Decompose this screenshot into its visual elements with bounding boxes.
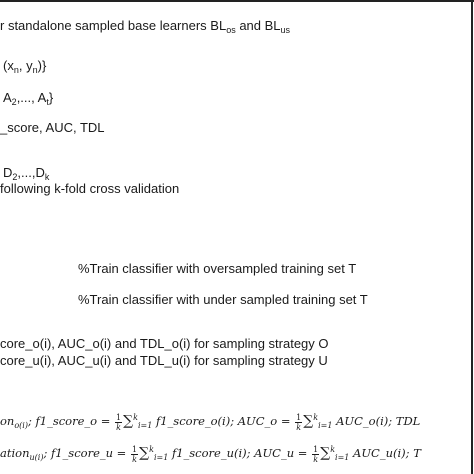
f1-frac1-num: 1	[116, 412, 122, 422]
learners-post: }	[48, 90, 54, 105]
f2-sum2-sub: i=1	[335, 453, 350, 462]
f2-sum2-sup: k	[330, 445, 336, 454]
learners-pre: A	[3, 90, 12, 105]
f2-sum1-sub: i=1	[153, 453, 169, 462]
f2-part2: f1_score_u(i); AUC_u =	[168, 446, 312, 460]
dataset-pre: (x	[3, 58, 14, 73]
f2-fraction-1	[131, 445, 138, 464]
formula-undersampled	[0, 444, 421, 464]
f2-sum-symbol-1: ∑	[139, 445, 150, 461]
folds-sub-2: 2	[12, 172, 18, 182]
f1-frac1-den: k	[116, 422, 121, 432]
title-sub-os: os	[226, 25, 236, 35]
algorithm-line-strategy-u: core_u(i), AUC_u(i) and TDL_u(i) for sampling strategy U	[0, 353, 328, 368]
f2-frac2-den: k	[313, 454, 319, 464]
f1-part1: ; f1_score_o =	[27, 414, 115, 428]
dataset-post: )}	[37, 58, 47, 73]
f1-part2: f1_score_o(i); AUC_o =	[152, 414, 295, 428]
dataset-sub-2: n	[32, 65, 38, 75]
algorithm-line-dataset	[3, 58, 46, 74]
learners-sub-t: t	[46, 97, 49, 107]
f1-frac2-num: 1	[296, 412, 302, 422]
learners-mid: ,..., A	[16, 90, 47, 105]
f2-sum1-sup: k	[149, 445, 154, 454]
folds-mid: ,...,D	[17, 165, 45, 180]
f2-lead: ation	[0, 446, 30, 460]
f2-frac2-num: 1	[313, 444, 319, 454]
folds-sub-k: k	[44, 172, 50, 182]
f1-sum2-sub: i=1	[318, 421, 333, 430]
f2-fraction-2	[312, 445, 319, 464]
f1-frac2-den: k	[296, 422, 302, 432]
dataset-sub-1: n	[13, 65, 19, 75]
algorithm-line-title	[0, 18, 290, 34]
algorithm-line-cv: following k-fold cross validation	[0, 181, 180, 196]
title-sub-us: us	[280, 25, 291, 35]
dataset-mid: , y	[18, 58, 33, 73]
top-border	[0, 0, 474, 2]
f1-sum2-sup: k	[313, 413, 319, 422]
title-and-text: and BL	[235, 18, 281, 33]
f1-sum-symbol-2: ∑	[303, 413, 314, 429]
f2-sum-symbol-2: ∑	[320, 445, 331, 461]
folds-pre: D	[3, 165, 13, 180]
f1-sum1-sup: k	[133, 413, 138, 422]
right-border	[471, 0, 473, 474]
f1-sum1-sub: i=1	[137, 421, 153, 430]
learners-sub-2: 2	[11, 97, 17, 107]
algorithm-line-metrics: _score, AUC, TDL	[0, 120, 105, 135]
f1-fraction-2	[295, 413, 302, 432]
comment-undersampled: %Train classifier with under sampled training set T	[78, 292, 368, 307]
formula-oversampled	[0, 412, 420, 432]
f2-frac1-den: k	[132, 454, 137, 464]
f2-frac1-num: 1	[131, 444, 138, 454]
f1-lead-sub: o(i)	[14, 421, 28, 430]
f2-lead-sub: u(i)	[29, 453, 44, 462]
title-text: r standalone sampled base learners BL	[0, 18, 227, 33]
f1-lead: on	[0, 414, 15, 428]
f2-part3: AUC_u(i); T	[349, 446, 421, 460]
comment-oversampled: %Train classifier with oversampled training set T	[78, 261, 357, 276]
f1-part3: AUC_o(i); TDL	[332, 414, 421, 428]
algorithm-line-folds	[3, 165, 49, 181]
f2-part1: ; f1_score_u =	[43, 446, 130, 460]
f1-fraction-1	[115, 413, 122, 432]
f1-sum-symbol-1: ∑	[123, 413, 134, 429]
algorithm-line-learners	[3, 90, 53, 106]
algorithm-line-strategy-o: core_o(i), AUC_o(i) and TDL_o(i) for sampling strategy O	[0, 336, 329, 351]
